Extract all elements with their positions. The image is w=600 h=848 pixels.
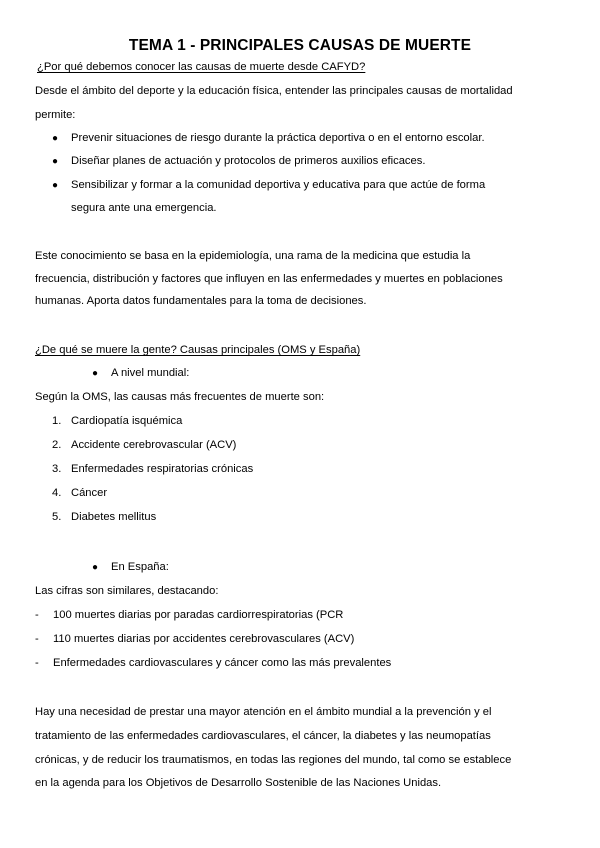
intro-line-2: permite: (35, 109, 76, 121)
dash-marker: - (35, 633, 39, 645)
bullet-marker: ● (92, 368, 99, 379)
world-intro: Según la OMS, las causas más frecuentes de muerte son: (35, 391, 325, 403)
spain-intro: Las cifras son similares, destacando: (35, 585, 219, 597)
list-number: 5. (52, 511, 62, 523)
paragraph-line: Este conocimiento se basa en la epidemiología, una rama de la medicina que estudia la (35, 250, 471, 262)
section1-heading: ¿Por qué debemos conocer las causas de muerte desde CAFYD? (37, 61, 366, 73)
list-item-continuation: segura ante una emergencia. (71, 202, 217, 214)
list-item: Cáncer (71, 487, 108, 499)
spain-subheading: En España: (111, 561, 169, 573)
list-item: Accidente cerebrovascular (ACV) (71, 439, 237, 451)
paragraph-line: humanas. Aporta datos fundamentales para la toma de decisiones. (35, 295, 367, 307)
closing-line: tratamiento de las enfermedades cardiovasculares, el cáncer, la diabetes y las neumopatías (35, 730, 491, 742)
list-number: 2. (52, 439, 62, 451)
list-item: Diseñar planes de actuación y protocolos de primeros auxilios eficaces. (71, 155, 426, 167)
section2-heading: ¿De qué se muere la gente? Causas principales (OMS y España) (35, 344, 361, 356)
dash-marker: - (35, 657, 39, 669)
list-item: Enfermedades respiratorias crónicas (71, 463, 254, 475)
list-item: Prevenir situaciones de riesgo durante la práctica deportiva o en el entorno escolar. (71, 132, 485, 144)
list-item: Enfermedades cardiovasculares y cáncer como las más prevalentes (53, 657, 392, 669)
bullet-marker: ● (52, 180, 59, 191)
list-item: Sensibilizar y formar a la comunidad deportiva y educativa para que actúe de forma (71, 179, 486, 191)
world-subheading: A nivel mundial: (111, 367, 190, 379)
list-number: 3. (52, 463, 62, 475)
intro-line-1: Desde el ámbito del deporte y la educación física, entender las principales causas de mortalidad (35, 85, 513, 97)
list-item: Diabetes mellitus (71, 511, 157, 523)
page-title: TEMA 1 - PRINCIPALES CAUSAS DE MUERTE (128, 37, 472, 54)
bullet-marker: ● (52, 133, 59, 144)
list-item: 110 muertes diarias por accidentes cerebrovasculares (ACV) (53, 633, 355, 645)
list-item: 100 muertes diarias por paradas cardiorrespiratorias (PCR (53, 609, 344, 621)
paragraph-line: frecuencia, distribución y factores que influyen en las enfermedades y muertes en poblaciones (35, 273, 503, 285)
list-item: Cardiopatía isquémica (71, 415, 183, 427)
list-number: 1. (52, 415, 62, 427)
dash-marker: - (35, 609, 39, 621)
closing-line: en la agenda para los Objetivos de Desarrollo Sostenible de las Naciones Unidas. (35, 777, 442, 789)
closing-line: Hay una necesidad de prestar una mayor atención en el ámbito mundial a la prevención y el (35, 706, 492, 718)
bullet-marker: ● (52, 156, 59, 167)
list-number: 4. (52, 487, 62, 499)
bullet-marker: ● (92, 562, 99, 573)
closing-line: crónicas, y de reducir los traumatismos, en todas las regiones del mundo, tal como se establece (35, 754, 512, 766)
